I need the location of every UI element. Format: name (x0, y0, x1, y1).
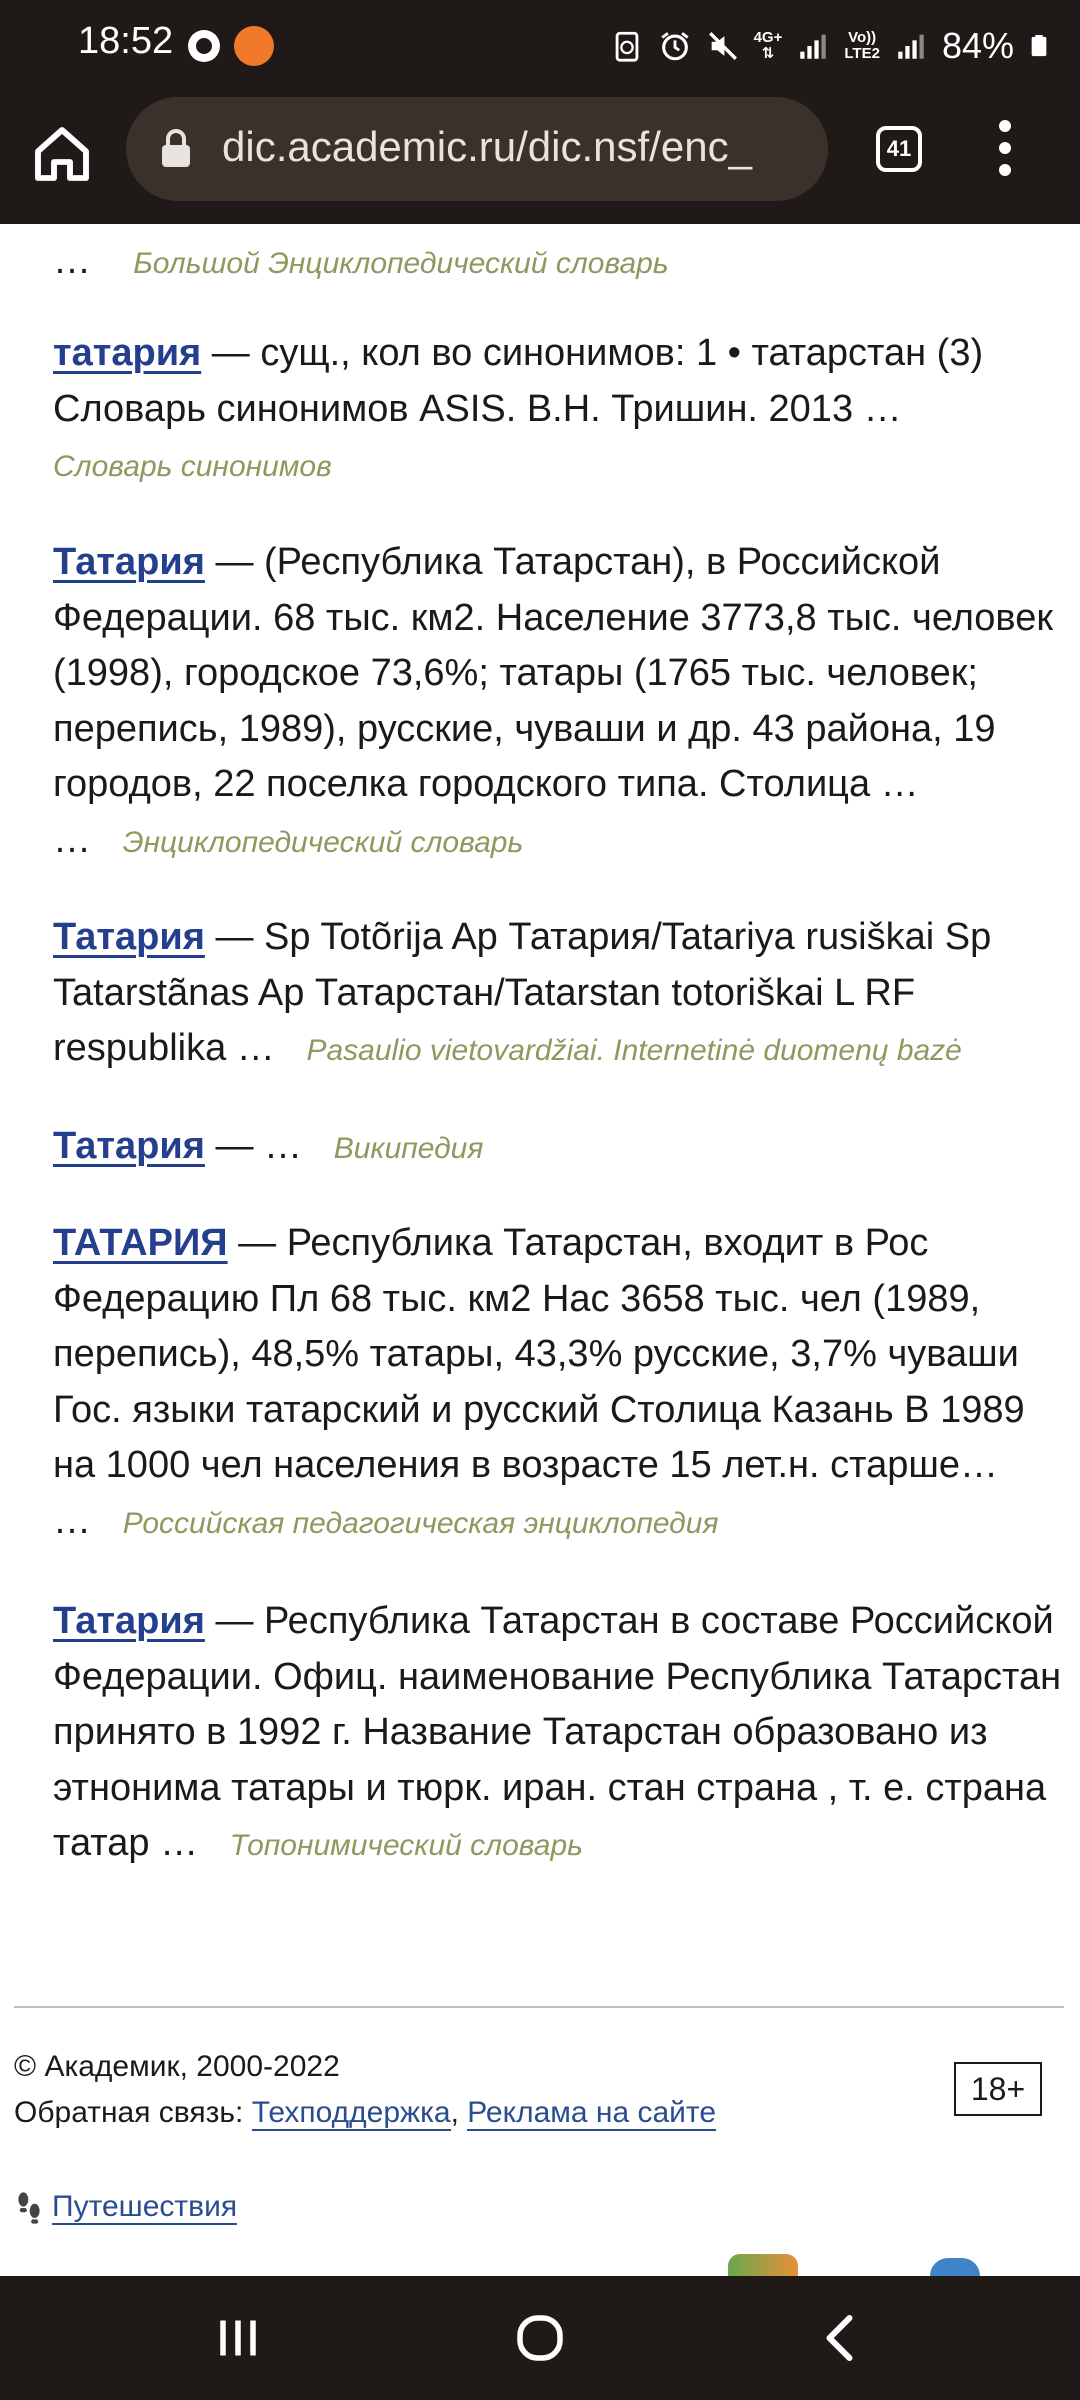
battery-percent: 84% (941, 25, 1014, 66)
result-text: — сущ., кол во синонимов: 1 • татарстан (3) Словарь синонимов ASIS. В.Н. Тришин. 2013 … (53, 332, 984, 430)
age-rating-badge: 18+ (954, 2062, 1042, 2116)
recent-apps-icon[interactable] (208, 2308, 268, 2368)
list-item (53, 535, 1063, 870)
more-menu-icon[interactable] (990, 120, 1020, 180)
list-item (53, 240, 669, 283)
alarm-icon (658, 29, 692, 63)
result-term-link[interactable]: Татария (53, 1125, 205, 1167)
result-text: — Республика Татарстан, входит в Рос Федерацию Пл 68 тыс. км2 Нас 3658 тыс. чел (1989, перепись), 48,5% татары, 43,3% русские, 3,7% чуваши Гос. языки татарский и русский Столица Казань В 1989 на 1000 чел населения в возрасте 15 лет.н. старше… … (53, 1222, 1025, 1542)
status-time: 18:52 (78, 20, 174, 62)
link-separator: , (450, 2096, 468, 2129)
footer-divider (14, 2006, 1064, 2008)
result-term-link[interactable]: ТАТАРИЯ (53, 1222, 228, 1264)
travel-row (14, 2190, 237, 2225)
result-text: — Республика Татарстан в составе Российской Федерации. Офиц. наименование Республика Татарстан принято в 1992 г. Название Татарстан образовано из этнонима татары и тюрк. иран. стан страна , т. е. страна татар … (53, 1600, 1062, 1864)
result-term-link[interactable]: Татария (53, 1600, 205, 1642)
source-label: Словарь синонимов (53, 450, 332, 483)
data-arrows: ⇅ (761, 45, 775, 62)
source-label: Энциклопедический словарь (122, 825, 524, 859)
source-label: Большой Энциклопедический словарь (133, 247, 669, 280)
source-label: Википедия (333, 1132, 484, 1165)
lte2-label: LTE2 (844, 45, 880, 62)
system-nav-bar (0, 2276, 1080, 2400)
notification-app-icon-orange (234, 26, 274, 66)
status-bar (0, 0, 1080, 92)
result-term-link[interactable]: Татария (53, 916, 205, 958)
travel-link[interactable]: Путешествия (52, 2190, 238, 2223)
result-text: — Sp Totõrija Ap Татария/Tatariya rusiškai Sp Tatarstãnas Ap Татарстан/Tatarstan totoriškai L RF respublika … (53, 916, 992, 1069)
ads-link[interactable]: Реклама на сайте (467, 2096, 717, 2129)
back-icon[interactable] (812, 2308, 872, 2368)
footprints-icon (14, 2191, 44, 2225)
partial-banner-image[interactable] (728, 2254, 798, 2276)
support-link[interactable]: Техподдержка (251, 2096, 451, 2129)
signal-icon (796, 29, 830, 63)
notification-app-icon (188, 30, 220, 62)
home-nav-icon[interactable] (510, 2308, 570, 2368)
list-item (53, 326, 1063, 495)
result-text: — (Республика Татарстан), в Российской Федерации. 68 тыс. км2. Население 3773,8 тыс. человек (1998), городское 73,6%; татары (1765 тыс. человек; перепись, 1989), русские, чуваши и др. 43 района, 19 городов, 22 поселка городского типа. Столица … … (53, 541, 1053, 861)
list-item (53, 910, 1063, 1079)
result-term-link[interactable]: татария (53, 332, 202, 374)
list-item (53, 1119, 1063, 1177)
url-text[interactable]: dic.academic.ru/dic.nsf/enc_ (222, 123, 752, 170)
status-icons (610, 22, 1050, 70)
partial-banner-image-2[interactable] (930, 2258, 980, 2276)
volte-indicator (844, 30, 880, 62)
battery-icon (1028, 29, 1050, 63)
network-type (754, 30, 783, 62)
feedback-line (14, 2096, 716, 2130)
search-results (0, 224, 1080, 2276)
list-item (53, 1216, 1063, 1551)
result-text: — … (204, 1125, 303, 1167)
network-4g-label: 4G+ (753, 29, 783, 46)
feedback-label: Обратная связь: (14, 2096, 252, 2129)
list-item (53, 1594, 1063, 1874)
source-label: Российская педагогическая энциклопедия (122, 1506, 719, 1540)
browser-toolbar (0, 92, 1080, 224)
lock-icon (160, 129, 192, 169)
tab-switcher-button[interactable]: 41 (876, 126, 922, 172)
ellipsis-text: … (53, 240, 91, 282)
volte-label: Vo)) (848, 29, 877, 46)
source-label: Топонимический словарь (229, 1829, 583, 1862)
home-icon[interactable] (30, 122, 94, 186)
copyright-text: © Академик, 2000-2022 (14, 2050, 340, 2083)
source-label: Pasaulio vietovardžiai. Internetinė duomenų bazė (306, 1034, 962, 1067)
mute-icon (706, 29, 740, 63)
url-bar[interactable] (126, 97, 828, 201)
result-term-link[interactable]: Татария (53, 541, 205, 583)
screenshot-icon (610, 29, 644, 63)
signal-icon-2 (894, 29, 928, 63)
